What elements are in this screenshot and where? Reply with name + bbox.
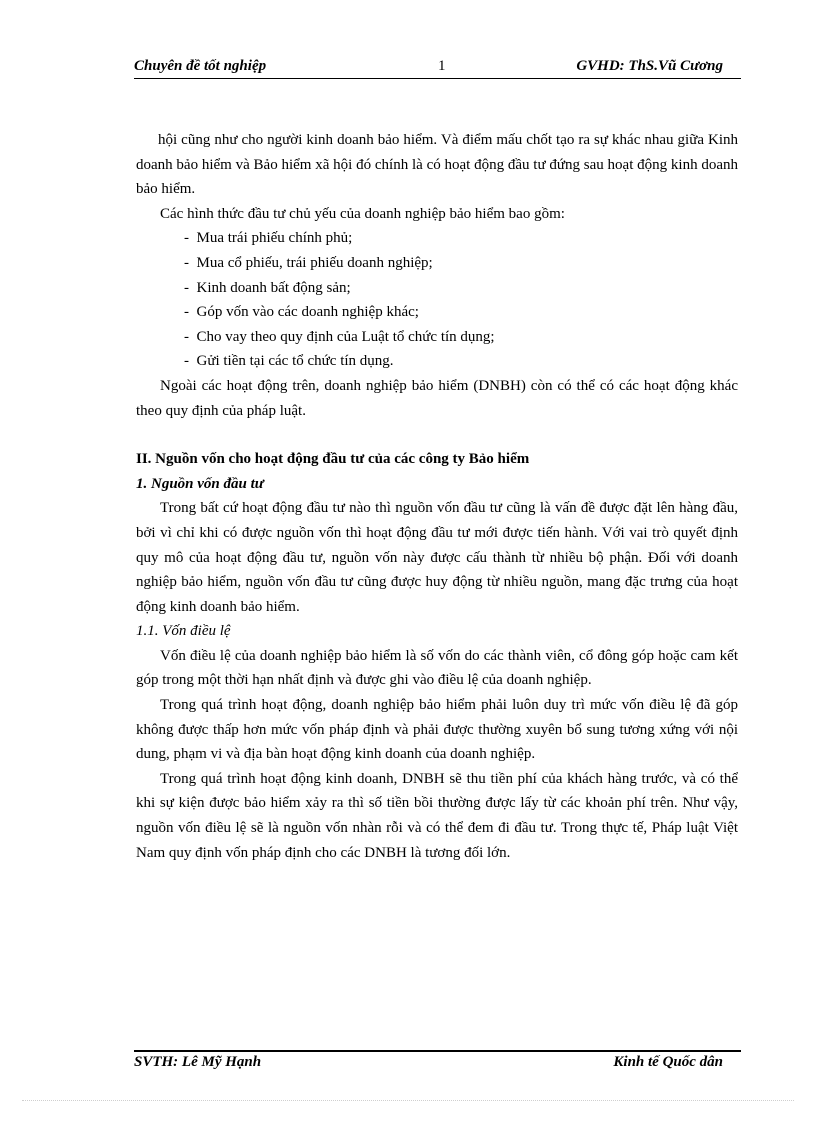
paragraph-1: hội cũng như cho người kinh doanh bảo hiểm. Và điểm mấu chốt tạo ra sự khác nhau giữa Kinh doanh bảo hiểm và Bảo hiểm xã hội đó chính là có hoạt động đầu tư đứng sau hoạt động kinh doanh bảo hiểm.	[136, 132, 738, 198]
page-header	[134, 58, 741, 80]
paragraph-6: Trong quá trình hoạt động, doanh nghiệp bảo hiểm phải luôn duy trì mức vốn điều lệ đã góp không được thấp hơn mức vốn pháp định và phải được thường xuyên bổ sung tương xứng với nội dung, phạm vi và địa bàn hoạt động kinh doanh của doanh nghiệp.	[136, 697, 738, 763]
paragraph-7: Trong quá trình hoạt động kinh doanh, DNBH sẽ thu tiền phí của khách hàng trước, và có thể khi sự kiện được bảo hiểm xảy ra thì số tiền bồi thường được lấy từ các khoản phí trên. Như vậy, nguồn vốn điều lệ sẽ là nguồn vốn nhàn rỗi và có thể đem đi đầu tư. Trong thực tế, Pháp luật Việt Nam quy định vốn pháp định cho các DNBH là tương đối lớn.	[136, 770, 738, 861]
page-number: 1	[438, 58, 446, 74]
page-edge	[22, 1100, 794, 1101]
header-title: Chuyên đề tốt nghiệp	[134, 58, 267, 74]
list-item: - Mua cổ phiếu, trái phiếu doanh nghiệp;	[184, 251, 738, 276]
subsubsection-heading: 1.1. Vốn điều lệ	[136, 623, 231, 640]
page-content	[136, 128, 738, 865]
section-heading: II. Nguồn vốn cho hoạt động đầu tư của các công ty Bảo hiểm	[136, 451, 530, 468]
list-item: - Kinh doanh bất động sản;	[184, 276, 738, 301]
paragraph-5: Vốn điều lệ của doanh nghiệp bảo hiểm là số vốn do các thành viên, cổ đông góp hoặc cam kết góp trong một thời hạn nhất định và được ghi vào điều lệ của doanh nghiệp.	[136, 647, 738, 689]
list-item: - Góp vốn vào các doanh nghiệp khác;	[184, 300, 738, 325]
investment-forms-list	[136, 226, 738, 374]
paragraph-3: Ngoài các hoạt động trên, doanh nghiệp bảo hiểm (DNBH) còn có thể có các hoạt động khác theo quy định của pháp luật.	[136, 377, 738, 419]
footer-student: SVTH: Lê Mỹ Hạnh	[134, 1054, 262, 1070]
paragraph-2: Các hình thức đầu tư chủ yếu của doanh nghiệp bảo hiểm bao gồm:	[160, 205, 565, 222]
footer-rule	[134, 1050, 741, 1052]
list-item: - Gửi tiền tại các tổ chức tín dụng.	[184, 349, 738, 374]
list-item: - Mua trái phiếu chính phủ;	[184, 226, 738, 251]
header-supervisor: GVHD: ThS.Vũ Cương	[576, 58, 723, 74]
paragraph-4: Trong bất cứ hoạt động đầu tư nào thì nguồn vốn đầu tư cũng là vấn đề được đặt lên hàng đầu, bởi vì chỉ khi có được nguồn vốn thì hoạt động đầu tư mới được tiến hành. Với vai trò quyết định quy mô của hoạt động đầu tư, nguồn vốn này được cấu thành từ nhiều bộ phận. Đối với doanh nghiệp bảo hiểm, nguồn vốn đầu tư cũng được huy động từ nhiều nguồn, mang đặc trưng của hoạt động kinh doanh bảo hiểm.	[136, 500, 738, 615]
header-rule	[134, 78, 741, 79]
subsection-heading: 1. Nguồn vốn đầu tư	[136, 475, 264, 492]
list-item: - Cho vay theo quy định của Luật tổ chức tín dụng;	[184, 325, 738, 350]
footer-university: Kinh tế Quốc dân	[613, 1054, 723, 1070]
